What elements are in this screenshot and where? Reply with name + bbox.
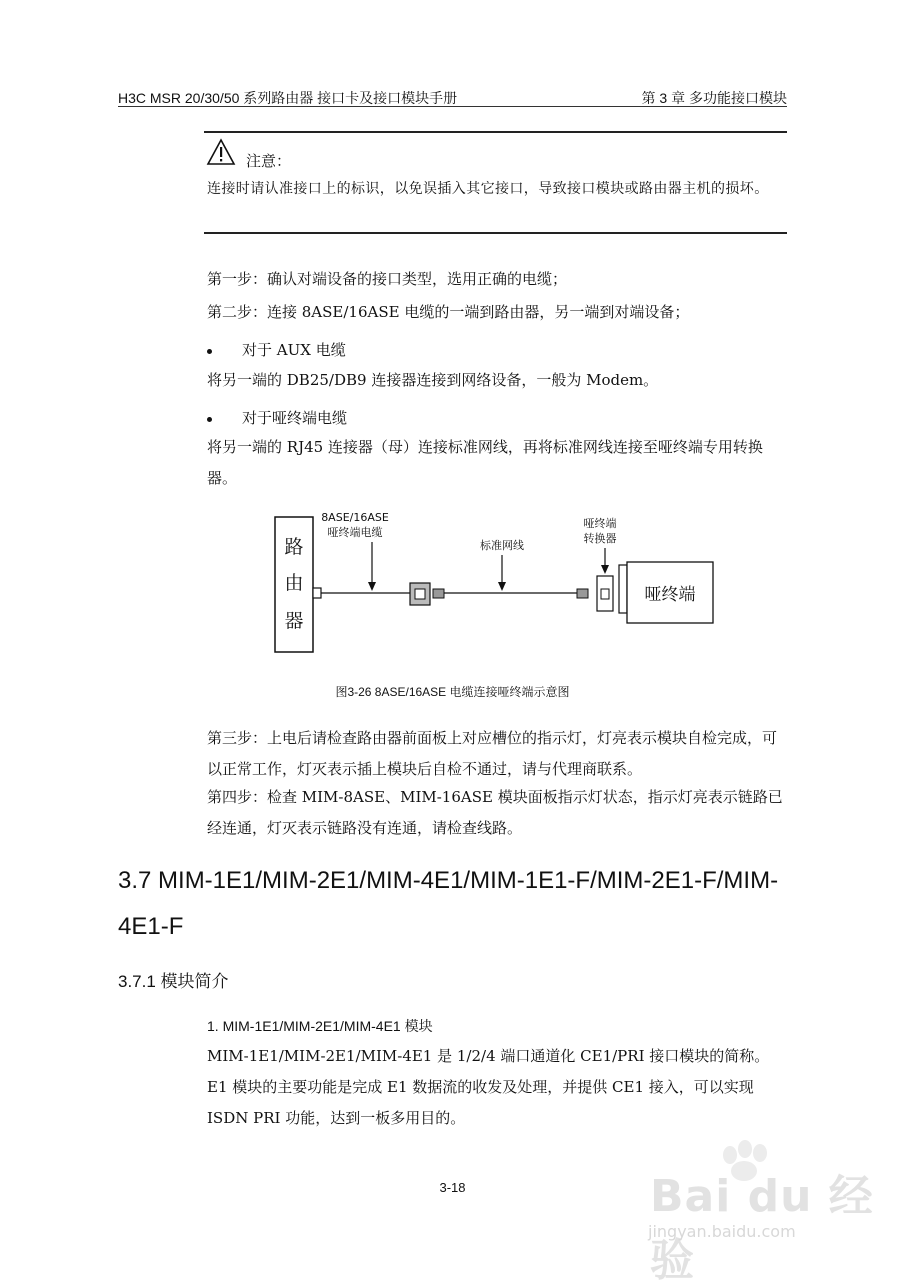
router-port <box>313 588 321 598</box>
page-number: 3-18 <box>439 1180 466 1195</box>
std-cable-label: 标准网线 <box>480 539 524 552</box>
router-char-1: 路 <box>284 536 304 558</box>
header-title: H3C MSR 20/30/50 系列路由器 接口卡及接口模块手册 <box>118 90 458 106</box>
warning-icon <box>206 138 236 166</box>
converter-arrowhead <box>601 565 609 574</box>
note-title: 注意： <box>246 152 292 170</box>
cable-label-1: 8ASE/16ASE <box>321 511 389 524</box>
intro-paragraph: MIM-1E1/MIM-2E1/MIM-4E1 是 1/2/4 端口通道化 CE1/PRI 接口模块的简称。E1 模块的主要功能是完成 E1 数据流的收发及处理，并提供 CE1 接入，可以实现 ISDN PRI 功能，达到一板多用目的。 <box>207 1047 770 1127</box>
step-1: 第一步：确认对端设备的接口类型，选用正确的电缆； <box>207 270 568 288</box>
bullet-dumb-label: 对于哑终端电缆 <box>242 409 348 427</box>
bullet-dot <box>207 417 212 422</box>
cable-arrowhead <box>368 582 376 591</box>
bullet-dot <box>207 349 212 354</box>
step-2: 第二步：连接 8ASE/16ASE 电缆的一端到路由器，另一端到对端设备； <box>207 303 690 321</box>
connection-diagram <box>270 505 715 655</box>
bullet-aux <box>207 339 346 360</box>
step-4: 第四步：检查 MIM-8ASE、MIM-16ASE 模块面板指示灯状态，指示灯亮表示链路已经连通，灯灭表示链路没有连通，请检查线路。 <box>207 788 783 837</box>
std-cable-plug-right <box>577 589 588 598</box>
header-chapter: 第 3 章 多功能接口模块 <box>641 90 787 106</box>
section-heading: 3.7 MIM-1E1/MIM-2E1/MIM-4E1/MIM-1E1-F/MIM-2E1-F/MIM-4E1-F <box>118 867 779 940</box>
subsection-heading: 3.7.1 模块简介 <box>118 972 229 991</box>
bullet-aux-label: 对于 AUX 电缆 <box>242 341 346 359</box>
item-heading: 1. MIM-1E1/MIM-2E1/MIM-4E1 模块 <box>207 1018 433 1034</box>
watermark-url: jingyan.baidu.com <box>648 1222 796 1241</box>
std-cable-plug-left <box>433 589 444 598</box>
converter-label-2: 转换器 <box>583 532 617 545</box>
converter-label-1: 哑终端 <box>583 517 617 530</box>
figure-caption: 图3-26 8ASE/16ASE 电缆连接哑终端示意图 <box>335 685 570 699</box>
std-cable-arrowhead <box>498 582 506 591</box>
note-text: 连接时请认准接口上的标识，以免误插入其它接口，导致接口模块或路由器主机的损坏。 <box>207 181 769 197</box>
aux-text: 将另一端的 DB25/DB9 连接器连接到网络设备，一般为 Modem。 <box>207 371 659 389</box>
watermark-brand: Bai du 经验 <box>650 1171 874 1286</box>
rj45-connector-inner <box>415 589 425 599</box>
terminal-label: 哑终端 <box>644 585 696 605</box>
cable-label-2: 哑终端电缆 <box>327 526 383 539</box>
header-divider <box>118 106 787 107</box>
note-bottom-rule <box>204 232 787 234</box>
router-char-3: 器 <box>284 610 304 632</box>
note-top-rule <box>204 131 787 133</box>
router-char-2: 由 <box>284 572 304 594</box>
dumb-text: 将另一端的 RJ45 连接器（母）连接标准网线，再将标准网线连接至哑终端专用转换器。 <box>207 438 763 487</box>
step-3: 第三步：上电后请检查路由器前面板上对应槽位的指示灯，灯亮表示模块自检完成，可以正常工作，灯灭表示插上模块后自检不通过，请与代理商联系。 <box>207 729 778 778</box>
terminal-back <box>619 565 627 613</box>
converter-port <box>601 589 609 599</box>
bullet-dumb <box>207 407 347 428</box>
